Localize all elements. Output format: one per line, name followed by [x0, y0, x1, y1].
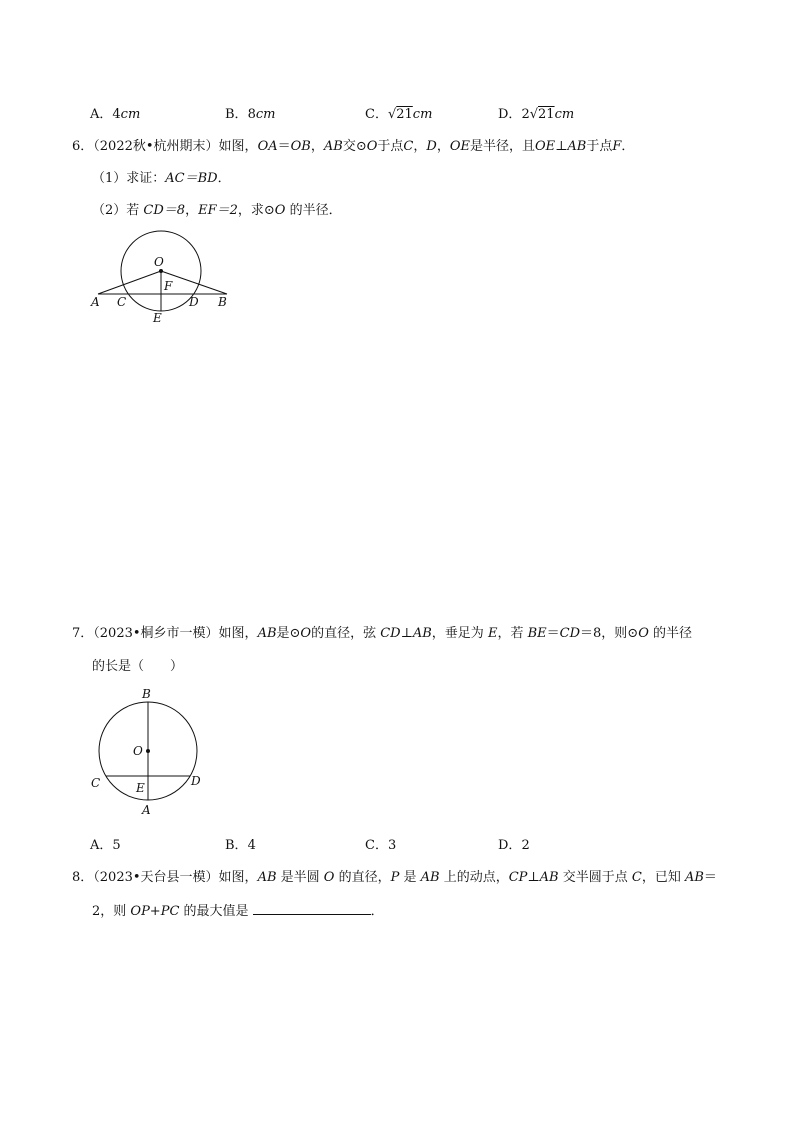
q6-sub1: （1）求证：AC＝BD． [92, 171, 231, 186]
label-f: F [164, 279, 173, 293]
answer-blank[interactable] [253, 902, 371, 915]
label-a: A [142, 803, 151, 817]
label-b: B [218, 295, 227, 309]
q7-option-a[interactable]: A．5 [90, 838, 121, 853]
q6-figure [85, 225, 245, 330]
q7-option-d[interactable]: D．2 [498, 838, 530, 853]
center-point [159, 269, 163, 273]
label-c: C [117, 295, 127, 309]
label-b: B [142, 687, 151, 701]
q5-option-b[interactable]: B．8cm [225, 107, 276, 122]
q7-option-b[interactable]: B．4 [225, 838, 256, 853]
q7-option-c[interactable]: C．3 [365, 838, 397, 853]
q5-options [0, 103, 794, 121]
sqrt-sign: √ [387, 107, 397, 122]
label-d: D [189, 295, 199, 309]
label-o: O [133, 744, 143, 758]
segment-oa [98, 271, 161, 294]
q8-stem-line1: 8．（2023•天台县一模）如图，AB 是半圆 O 的直径，P 是 AB 上的动点，CP⊥AB 交半圆于点 C，已知 AB＝ [72, 870, 717, 885]
q7-stem-line1: 7．（2023•桐乡市一模）如图，AB是⊙O的直径，弦 CD⊥AB，垂足为 E，若 BE＝CD＝8，则⊙O 的半径 [72, 626, 692, 641]
label-e: E [153, 311, 162, 325]
q7-options [0, 834, 794, 852]
q8-stem-line2: 2，则 OP+PC 的最大值是 ． [92, 904, 384, 919]
label-a: A [91, 295, 100, 309]
q6-stem: 6．（2022秋•杭州期末）如图，OA＝OB，AB交⊙O于点C，D，OE是半径，且OE⊥AB于点F． [72, 139, 635, 154]
q7-stem-line2: 的长是（ ） [92, 659, 184, 674]
label-e: E [136, 781, 145, 795]
label-d: D [191, 774, 201, 788]
q6-sub2: （2）若 CD＝8，EF＝2，求⊙O 的半径． [92, 203, 342, 218]
label-c: C [91, 776, 101, 790]
sqrt-sign: √ [529, 107, 539, 122]
label-o: O [154, 255, 164, 269]
q7-figure [84, 684, 214, 820]
q5-option-d[interactable]: D．2√21cm [498, 107, 575, 122]
center-point [146, 749, 150, 753]
q5-option-a[interactable]: A．4cm [90, 107, 141, 122]
q5-option-c[interactable]: C．√21cm [365, 107, 433, 122]
